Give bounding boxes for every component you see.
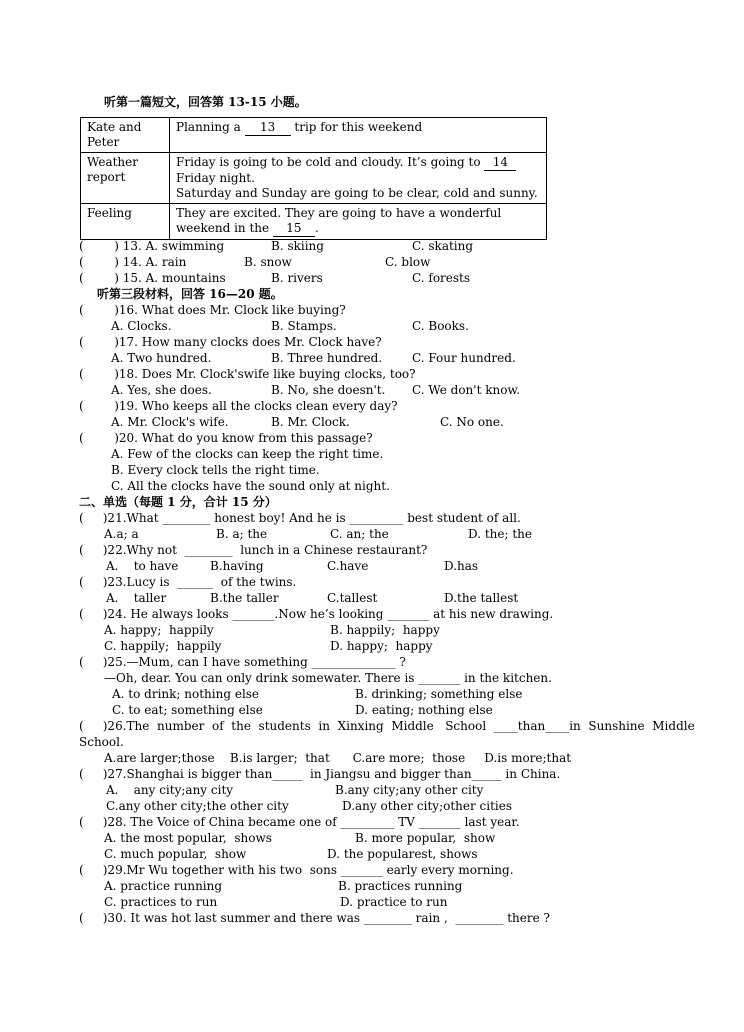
option-24d: D. happy; happy <box>330 639 433 653</box>
listening-section-3-header: 听第三段材料，回答 16—20 题。 <box>97 287 283 301</box>
option-21a: A.a; a <box>104 527 139 541</box>
option-22b: B.having <box>210 559 264 573</box>
option-28b: B. more popular, show <box>355 831 496 845</box>
option-21d: D. the; the <box>468 527 532 541</box>
option-23b: B.the taller <box>210 591 279 605</box>
option-17b: B. Three hundred. <box>271 351 383 365</box>
option-19c: C. No one. <box>440 415 504 429</box>
option-21b: B. a; the <box>216 527 268 541</box>
option-28c: C. much popular, show <box>104 847 247 861</box>
option-23a: A. taller <box>106 591 167 605</box>
option-22a: A. to have <box>106 559 179 573</box>
option-24a: A. happy; happily <box>104 623 214 637</box>
table-label-weather: Weather report <box>81 153 170 204</box>
option-14b: B. snow <box>244 255 292 269</box>
question-26-cont: School. <box>79 735 124 749</box>
options-26: A.are larger;those B.is larger; that C.are more; those D.is more;that <box>104 751 572 765</box>
table-label-feeling: Feeling <box>81 204 170 240</box>
blank-15[interactable]: 15 <box>273 221 315 237</box>
option-22d: D.has <box>444 559 479 573</box>
listening-section-1-header: 听第一篇短文，回答第 13-15 小题。 <box>104 95 307 109</box>
option-25c: C. to eat; something else <box>112 703 263 717</box>
option-16c: C. Books. <box>412 319 469 333</box>
option-23c: C.tallest <box>327 591 378 605</box>
option-20c: C. All the clocks have the sound only at night. <box>111 479 390 493</box>
option-29c: C. practices to run <box>104 895 218 909</box>
question-17: ( )17. How many clocks does Mr. Clock have? <box>79 335 382 349</box>
question-23: ( )23.Lucy is ______ of the twins. <box>79 575 297 589</box>
option-29b: B. practices running <box>338 879 463 893</box>
option-16b: B. Stamps. <box>271 319 337 333</box>
option-20b: B. Every clock tells the right time. <box>111 463 320 477</box>
option-19b: B. Mr. Clock. <box>271 415 350 429</box>
question-16: ( )16. What does Mr. Clock like buying? <box>79 303 346 317</box>
question-18: ( )18. Does Mr. Clock'swife like buying clocks, too? <box>79 367 416 381</box>
blank-13[interactable]: 13 <box>245 120 291 136</box>
question-28: ( )28. The Voice of China became one of _________ TV _______ last year. <box>79 815 520 829</box>
option-29d: D. practice to run <box>340 895 448 909</box>
question-22: ( )22.Why not ________ lunch in a Chinese restaurant? <box>79 543 428 557</box>
option-18a: A. Yes, she does. <box>111 383 212 397</box>
option-18c: C. We don't know. <box>412 383 521 397</box>
option-27c: C.any other city;the other city <box>106 799 289 813</box>
table-label-kate-peter: Kate and Peter <box>81 118 170 153</box>
table-cell-plan: Planning a 13 trip for this weekend <box>170 118 547 153</box>
option-28a: A. the most popular, shows <box>104 831 272 845</box>
question-24: ( )24. He always looks _______.Now he’s looking _______ at his new drawing. <box>79 607 554 621</box>
option-27d: D.any other city;other cities <box>342 799 513 813</box>
option-25d: D. eating; nothing else <box>355 703 493 717</box>
option-27a: A. any city;any city <box>106 783 234 797</box>
table-cell-feeling: They are excited. They are going to have a wonderful weekend in the 15 . <box>170 204 547 240</box>
question-19: ( )19. Who keeps all the clocks clean every day? <box>79 399 398 413</box>
question-25-reply: —Oh, dear. You can only drink somewater. There is _______ in the kitchen. <box>104 671 552 685</box>
option-24b: B. happily; happy <box>330 623 440 637</box>
question-14: ( ) 14. A. rain <box>79 255 187 269</box>
option-25a: A. to drink; nothing else <box>112 687 260 701</box>
dictation-table <box>80 117 547 240</box>
option-13c: C. skating <box>412 239 474 253</box>
question-26: ( )26.The number of the students in Xinxing Middle School ____than____in Sunshine Middle <box>79 719 695 733</box>
option-15b: B. rivers <box>271 271 323 285</box>
option-24c: C. happily; happily <box>104 639 222 653</box>
question-30: ( )30. It was hot last summer and there was ________ rain , ________ there ? <box>79 911 550 925</box>
question-25: ( )25.—Mum, can I have something ______________ ? <box>79 655 406 669</box>
question-20: ( )20. What do you know from this passage? <box>79 431 373 445</box>
question-15: ( ) 15. A. mountains <box>79 271 226 285</box>
option-14c: C. blow <box>385 255 431 269</box>
question-29: ( )29.Mr Wu together with his two sons _______ early every morning. <box>79 863 514 877</box>
option-16a: A. Clocks. <box>111 319 172 333</box>
option-19a: A. Mr. Clock's wife. <box>111 415 229 429</box>
option-17c: C. Four hundred. <box>412 351 516 365</box>
option-21c: C. an; the <box>330 527 389 541</box>
blank-14[interactable]: 14 <box>484 155 516 171</box>
table-cell-weather: Friday is going to be cold and cloudy. It’s going to 14 Friday night. Saturday and Sunday are going to be clear, cold and sunny. <box>170 153 547 204</box>
option-29a: A. practice running <box>104 879 223 893</box>
option-25b: B. drinking; something else <box>355 687 523 701</box>
option-28d: D. the popularest, shows <box>327 847 478 861</box>
option-17a: A. Two hundred. <box>111 351 212 365</box>
option-20a: A. Few of the clocks can keep the right time. <box>111 447 384 461</box>
question-21: ( )21.What ________ honest boy! And he is _________ best student of all. <box>79 511 521 525</box>
question-27: ( )27.Shanghai is bigger than_____ in Jiangsu and bigger than_____ in China. <box>79 767 561 781</box>
question-13: ( ) 13. A. swimming <box>79 239 225 253</box>
option-15c: C. forests <box>412 271 471 285</box>
option-18b: B. No, she doesn't. <box>271 383 386 397</box>
option-23d: D.the tallest <box>444 591 519 605</box>
option-13b: B. skiing <box>271 239 324 253</box>
section-2-header: 二、单选（每题 1 分，合计 15 分） <box>79 495 277 509</box>
option-27b: B.any city;any other city <box>335 783 484 797</box>
option-22c: C.have <box>327 559 369 573</box>
